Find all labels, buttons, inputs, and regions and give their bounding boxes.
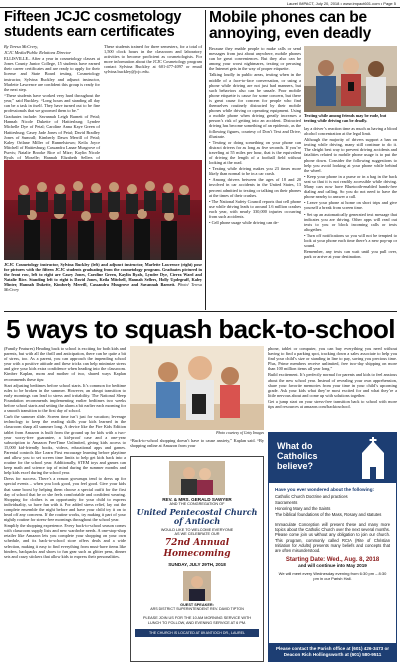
cosmetology-para: Graduates include: Savannah Leigh Barnett of Petal; Hannah Nicole Dukette of Hattiesburg; Lyndee Michelle Dye of Petal; Caroline Anna Kaye Green of Hattiesburg; Casey Jade Jones of Petal; David Bradley Jones of Sumrall; Kimberly Dawn Merrill of Petal; Kaley Orilane Miller of Runnelstown; Keila Joyce Mitchell of Hattiesburg; Cassandra Lanae Musgrove of Purvis; Natalie Brooke Rice of Mize; Kaylin Nicole Ryals of Moselle; Hannah Elizabeth Sellers of (4, 114, 100, 160)
school-para: Dress for success. There’s a reason grownups tend to dress up for special events – when you look good, you feel good. Give your kids that same boost by helping them choose a special outfit for the first day of school that he or she feels comfortable and confident wearing. Shopping for clothes is an opportunity for your child to express individuality, so have fun with it. For added stress relief, lay out the complete ensemble the night before and have your child try it on to head off any concerns. If the routine works, try making it part of your nightly routine for stress-free mornings throughout the school year. (4, 476, 126, 523)
catholic-meet: We will meet every Wednesday evening from 6:30 pm – 8:30 pm in our Parish Hall. (278, 571, 387, 582)
cosmetology-photo (4, 160, 202, 260)
ad-location: THE CHURCH IS LOCATED AT 89 ANTIOCH DR., LAUREL (135, 629, 259, 637)
catholic-ad-banner (269, 433, 396, 483)
school-para: (Family Features) Heading back to school is exciting for both kids and parents, but with all the thrill and anticipation, there can be quite a bit of stress, too. As a parent, you can approach the impending school year with a positive attitude and these tricks can help minimize stress and give your kids extra confidence when heading into the classroom. Kimber Kaplan, mom and mother of two, shared ways Kaplan recommends these tips: (4, 346, 126, 382)
speaker-illustration (183, 571, 211, 601)
mobile-col-1 (209, 46, 301, 308)
ad-event: 72nd Annual Homecoming (163, 538, 231, 559)
mobile-para: • Cell phone usage while driving can de- (209, 220, 279, 226)
catholic-topics (275, 494, 390, 518)
speaker-photo (183, 571, 211, 601)
mobile-para: • Keep your phone in a purse or in a bag in the back seat so that it is not readily accessible while driving. Many cars now have Bluetooth-enabled hands-free dialing and calling. So you do not need to have the phone nearby to answer a call. (304, 173, 397, 200)
friends-phone-photo (304, 46, 397, 112)
backtoschool-headline: 5 ways to squash back-to-school (6, 314, 395, 344)
mobile-para: • Turn off notifications so you will not be tempted to look at your phone each time there’s a new pop-up or sound. (304, 232, 397, 249)
pastor-photo (169, 461, 225, 495)
homecoming-ad (130, 456, 264, 662)
church-icon (356, 437, 390, 479)
cosmetology-para: “These students have worked very hard throughout the year,” said Buckley. “Long hours and standing all day can be a task in itself. They have turned out to be fine professionals that we groomed them to be.” (4, 92, 100, 114)
byline-title: JCJC Media/Public Relations Director (4, 50, 72, 56)
school-para: phone, tablet or computer, you can buy everything you need without having to find a parking spot, tracking down a sales associate to help you find your child’s size or standing in line to pay, saving you precious time. Plus, Prime members receive unlimited, free two-day shipping on more than 100 million items all year long.” (268, 346, 397, 372)
backtoschool-col-1 (4, 346, 126, 662)
backtoschool-col-2-top (130, 438, 264, 452)
friends-photo-illustration (304, 46, 397, 112)
list-item: Catholic Church Doctrine and practices (275, 494, 348, 499)
caption-text: JCJC Cosmetology instructor, Sylvina Buckley (left) and adjunct instructor, Marlette Lawrence (right) pose for pictures with the fifteen JCJC students graduating from the cosmetology program. Graduates pictured in the front row, left to right are Casey Jones, Caroline Green, Kaylin Ryals, Lyndee Dye, Cierra Ward and Natalie Rice. Standing left to right is David Jones, Keila Mitchell, Hannah Sellers, Holly Updegraff, Kaley Minter, Hannah Dukette, Kimberly Merrill, Cassandra Musgrove and Savannah Barnett. (4, 262, 202, 287)
mobile-para: • Set up an automatically generated text message that indicates you are driving. Other apps will read out texts to you or block incoming calls or texts altogether. (304, 211, 397, 232)
school-para: Curb the summer slide. Screen time isn’t just for vacation; leverage technology to keep the reading skills your kids learned in the classroom sharp all summer long. A device like the Fire Kids Edition tablet from Amazon is built from the ground up for kids with a two-year worry-free guarantee, a kid-proof case and a one-year subscription to Amazon FreeTime Unlimited, giving kids access to 15,000 kid-friendly books, videos, educational apps and games. Parental controls like Learn First encourage learning before playtime and allow you to set screen time limits to help get kids back into a routine for the school year. Additionally, STEM toys and games can keep math and science top of mind during the summer months and help kids excel during the school year. (4, 414, 126, 476)
section-divider (4, 311, 397, 312)
cosmetology-col-2 (104, 44, 202, 159)
backtoschool-photo-credit: Photo courtesy of Getty Images (216, 431, 264, 435)
school-para: Simplify the shopping experience. Every back-to-school season comes with classroom supply lists and new wardrobe needs. A one-stop-shop retailer like Amazon lets you complete your shopping on your own schedule, and its back-to-school store offers deals and a wide selection, making it easy to find everything from must-have items like binders, backpacks and shoes to fun gear such as glitter pens, dinner sets and crazy stickers that allow kids to express their personalities. (4, 523, 126, 559)
mobile-photo-caption: Texting while among friends may be rude, but texting while driving can be deadly. (304, 113, 387, 123)
ad-church-name: United Pentecostal Church of Antioch (136, 507, 258, 526)
ad-congregation: AND THE CONGREGATION OF (169, 502, 225, 506)
catholic-program: Immaculate Conception will present these and many more topics about the Catholic Church over the next several months. Please come join us without any obligation to join our church. This program, commonly called RCIA (Rite of Christian Initiation for Adults) presents many beliefs and concepts that are often misunderstood. (275, 522, 390, 554)
backtoschool-col-3 (268, 346, 397, 430)
cosmetology-caption (4, 262, 202, 304)
church-icon-svg (356, 437, 390, 479)
mobile-para: • Among drivers between the ages of 18 and 20 involved in car accidents in the United States, 13 percent admitted to texting or talking on their phones at the times of their crashes. (209, 177, 301, 198)
group-photo-illustration (4, 160, 202, 260)
mobile-para: • The National Safety Council reports that cell phone use while driving leads to around 1.6 million crashes each year, with nearly 330,000 injuries occurring from such accidents. (209, 198, 301, 219)
mobile-headline: Mobile phones can be annoying, even deadly (209, 9, 372, 42)
school-para: Build excitement. It’s perfectly normal for parents and kids to feel anxious about the new school year. Instead of revealing your own apprehension, share your favorite memories from your time in your child’s upcoming grade. Ask your kids what they’re most excited for and what they’re a little nervous about and come up with solutions together. (268, 372, 397, 398)
ad-invite: WOULD LIKE TO WELCOME EVERYONE (160, 528, 234, 532)
mobile-para: Remember, any texts can wait until you pull over, park or arrive at your destination. (304, 249, 397, 260)
ad-guest: ARS DISTRICT SUPERINTENDENT REV. DAVID TIPTON (150, 607, 244, 611)
mobile-para: Although the majority of drivers support a ban on texting while driving, many still continue to do it. The sleight best way to prevent driving accidents and fatalities related to mobile phone usage is to put the phone down. Consider the following suggestions to help you avoid looking at your phone while behind the wheel. (304, 137, 397, 173)
mobile-para: lay a driver’s reaction time as much as having a blood alcohol concentration at the legal limit. (304, 126, 397, 137)
cosmetology-headline: Fifteen JCJC cosmetology students earn certificates (4, 9, 182, 40)
catholic-contact: Please contact the Parish office at (601) 426-3473 or Deacon Rich Hollingsworth at (601) 580-9511 (269, 643, 396, 661)
mobile-para: • Texting while driving makes you 23 times more likely than normal to be in a car crash. (209, 166, 301, 177)
mobile-para: Talking loudly in public areas, texting when in the middle of a face-to-face conversation, or using a phone while driving are not just bad manners, but such behaviors also can be unsafe. Poor mobile phone etiquette is cause for some concern, but there is great cause for concern for people who find themselves routinely distracted by their mobile phones while driving or operating equipment. Using a mobile phone when driving greatly increases a person’s risk of getting into an accident. Distracted driving has become something of an epidemic, as the following figures, courtesy of Don’t Text and Drive, illustrate. (209, 72, 301, 139)
pastor-illustration (169, 461, 225, 495)
mobile-para: • Texting or doing something on your phone can distract drivers for as long as five seconds. If you’re traveling at 55 miles per hour, that is the equivalent of driving the length of a football field without looking at the road. (209, 139, 301, 166)
catholic-until: and will continue into May 2019 (298, 563, 367, 569)
mobile-col-2 (304, 126, 397, 308)
mobile-para: Because they enable people to make calls or send messages from just about anywhere, mobile phones can be great conveniences. But they also can be among your worst nightmares, texting or perusing the Internet gets in the way of proper etiquette. (209, 46, 301, 72)
header-folio: Laurel IMPACT, July 20, 2018 • www.impact601.com • Page 5 (286, 1, 396, 6)
cosmetology-para: These students trained for three semesters, for a total of 1,500 clock hours in the classroom and laboratory activities to become proficient as cosmetologists. For more information about the JCJC Cosmetology program contact Sylvina Buckley at 601-477-4097 or email sylvina.buckley@jcjc.edu. (104, 44, 202, 75)
school-para: Get a jump start on your stress-free transition back to school with more tips and resources at amazon.com/backtoschool. (268, 398, 397, 410)
cosmetology-para: ELLISVILLE– After a year in cosmetology classes at Jones County Junior College, 15 students have earned their career certificates and are ready to apply for their license and State Board testing. Cosmetology instructor, Sylvina Buckley and adjunct instructor, Marlette Lawrence are confident this group is ready for the next step. (4, 56, 100, 92)
ad-date: SUNDAY, JULY 29TH, 2018 (168, 562, 226, 567)
ad-join: PLEASE JOIN US FOR THE 10 AM MORNING SERVICE WITH LUNCH TO FOLLOW, AND EVENING SERVICE AT 6 PM. (142, 616, 252, 625)
catholic-start-date: Starting Date: Wed., Aug. 8, 2018 (285, 557, 380, 564)
mobile-para: • Leave your phone at home on short trips and give yourself a break from screen time. (304, 200, 397, 211)
family-photo-illustration (130, 346, 264, 430)
school-para: “Back-to-school shopping doesn’t have to cause anxiety,” Kaplan said. “By shopping online at Amazon from your (130, 438, 264, 449)
school-para: Start adjusting bedtimes before school starts. It’s common for bedtime rules to be broken in the summer. However, an abrupt transition to early mornings can lead to stress and irritability. The National Sleep Foundation recommends implementing earlier bedtimes two weeks before school starts and setting the alarm a bit earlier each morning for a smooth transition to the first day of school. (4, 382, 126, 414)
ad-annual: AS WE CELEBRATE OUR (174, 532, 220, 536)
column-divider (205, 10, 206, 310)
ad-guest-label: GUEST SPEAKER: (180, 603, 214, 607)
page-header (0, 0, 400, 8)
photo-credit: Photo/ Teresa McCrery (4, 282, 202, 292)
cosmetology-col-1 (4, 44, 100, 159)
list-item: Sacraments (275, 500, 298, 505)
list-item: Honoring Mary and the Saints (275, 506, 331, 511)
list-item: The biblical foundations of the Mass, Rosary and statutes (275, 512, 382, 517)
catholic-question: Have you ever wondered about the following: (275, 487, 375, 492)
byline: By Teresa McCrery, (4, 44, 39, 49)
ad-pastors: REV. & MRS. GERALD SAWYER (162, 497, 232, 502)
catholic-headline: What do Catholics believe? (277, 441, 318, 471)
backtoschool-photo (130, 346, 264, 430)
catholic-ad (268, 432, 397, 662)
